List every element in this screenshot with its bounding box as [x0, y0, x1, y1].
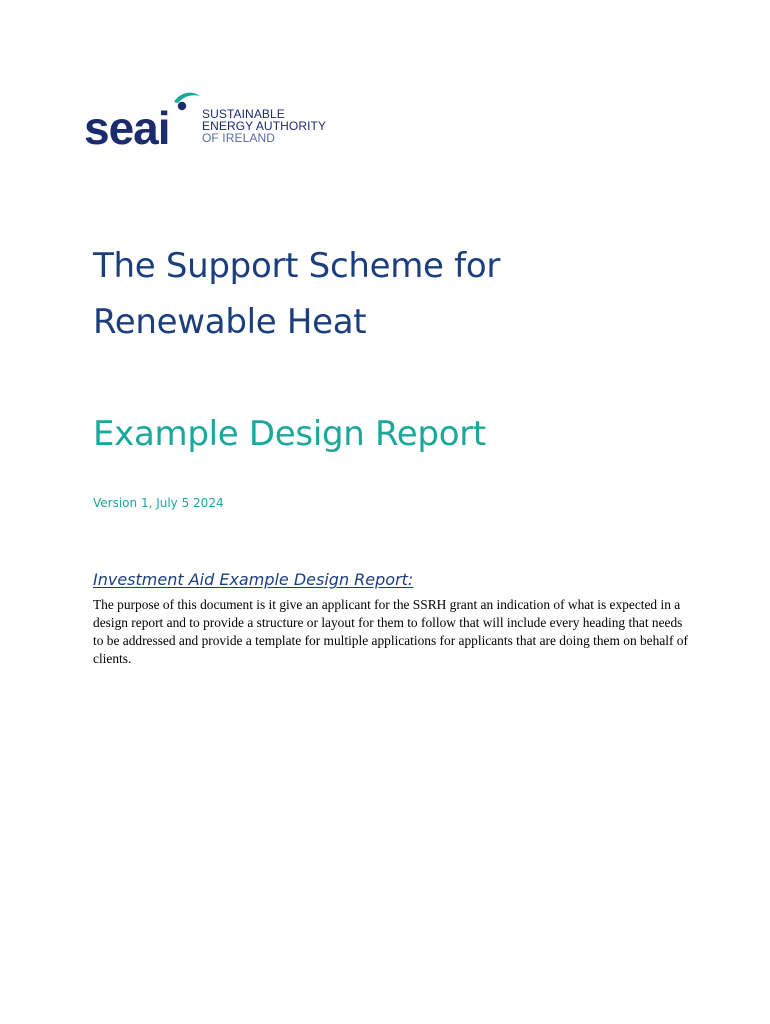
- section-heading: Investment Aid Example Design Report:: [93, 570, 414, 589]
- logo-line-2: ENERGY AUTHORITY: [202, 119, 327, 133]
- seai-logo: [84, 86, 344, 150]
- seai-wordmark-logo: [84, 86, 204, 150]
- logo-line-1: SUSTAINABLE: [202, 107, 285, 121]
- document-title: [93, 238, 733, 350]
- document-subtitle: Example Design Report: [93, 414, 486, 454]
- title-line-1: The Support Scheme for: [93, 246, 500, 286]
- section-body-text: The purpose of this document is it give an applicant for the SSRH grant an indication of what is expected in a design report and to provide a structure or layout for them to follow that will include every heading that needs to be addressed and provide a template for multiple applications for applicants that are doing them on behalf of clients.: [93, 597, 688, 666]
- wordmark-text: seai: [84, 102, 170, 150]
- swoosh-icon: [174, 93, 200, 103]
- logo-tagline: [202, 108, 326, 144]
- title-line-2: Renewable Heat: [93, 302, 367, 342]
- version-text: Version 1, July 5 2024: [93, 496, 224, 510]
- logo-line-3: OF IRELAND: [202, 131, 276, 145]
- dot-icon: [178, 102, 186, 110]
